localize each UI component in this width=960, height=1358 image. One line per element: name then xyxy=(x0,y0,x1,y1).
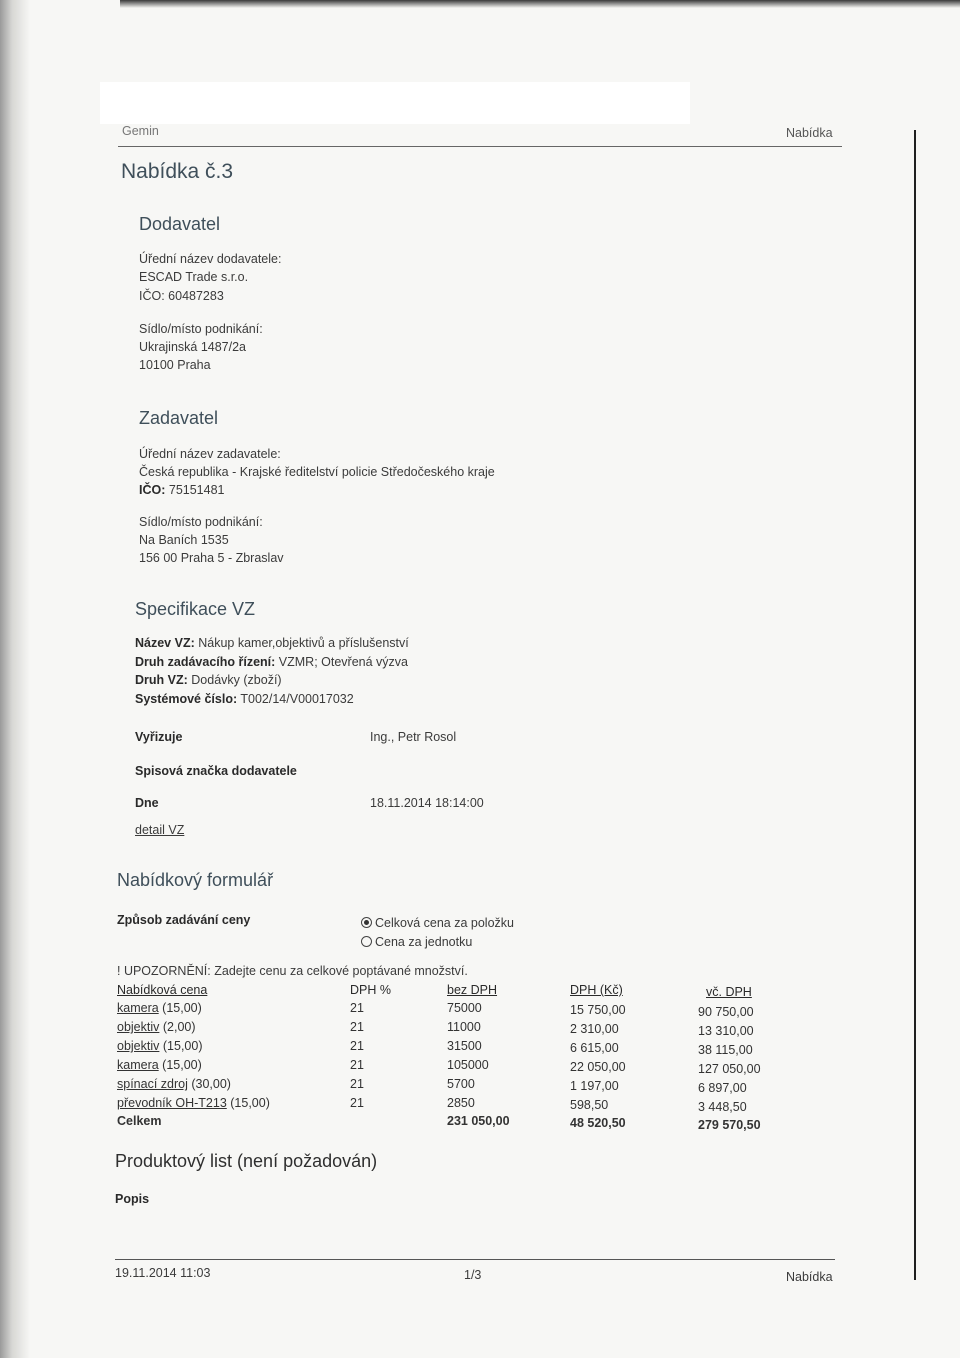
page-title: Nabídka č.3 xyxy=(121,160,234,183)
col-header-net: bez DPH xyxy=(447,983,498,997)
item-qty: (15,00) xyxy=(162,1039,203,1053)
cell-vat: 21 xyxy=(350,1020,364,1034)
zadavatel-city: 156 00 Praha 5 - Zbraslav xyxy=(139,551,284,565)
table-row-item xyxy=(117,1039,202,1053)
item-link[interactable]: kamera xyxy=(117,1001,159,1015)
detail-vz-link[interactable]: detail VZ xyxy=(135,823,185,837)
zadavatel-name-value: Česká republika - Krajské ředitelství policie Středočeského kraje xyxy=(139,465,495,479)
spec-row-label: Druh VZ: xyxy=(135,673,188,687)
footer-rule xyxy=(115,1259,835,1260)
item-link[interactable]: objektiv xyxy=(117,1039,160,1053)
table-row-item xyxy=(117,1077,231,1091)
total-label: Celkem xyxy=(117,1114,162,1128)
vyrizuje-label: Vyřizuje xyxy=(135,730,183,744)
col-header-item: Nabídková cena xyxy=(117,983,208,997)
cell-tax: 598,50 xyxy=(570,1098,609,1112)
cell-tax: 1 197,00 xyxy=(570,1079,619,1093)
dodavatel-city: 10100 Praha xyxy=(139,358,211,372)
cell-vat: 21 xyxy=(350,1001,364,1015)
dodavatel-seat-label: Sídlo/místo podnikání: xyxy=(139,322,263,336)
cell-tax: 6 615,00 xyxy=(570,1041,619,1055)
footer-page-number: 1/3 xyxy=(464,1268,482,1282)
table-row-item xyxy=(117,1058,202,1072)
dne-label: Dne xyxy=(135,796,159,810)
cell-gross: 38 115,00 xyxy=(698,1043,753,1057)
zadavatel-heading: Zadavatel xyxy=(139,408,219,428)
col-header-vat: DPH % xyxy=(350,983,391,997)
header-left: Gemin xyxy=(122,124,159,138)
spec-row-value: Dodávky (zboží) xyxy=(191,673,282,687)
item-qty: (15,00) xyxy=(162,1058,202,1072)
cell-gross: 127 050,00 xyxy=(698,1062,761,1076)
item-qty: (15,00) xyxy=(162,1001,202,1015)
cell-net: 11000 xyxy=(447,1020,481,1034)
pricing-label: Způsob zadávání ceny xyxy=(117,913,251,927)
cell-gross: 90 750,00 xyxy=(698,1005,754,1019)
spisova-label: Spisová značka dodavatele xyxy=(135,764,297,778)
spec-row-label: Název VZ: xyxy=(135,636,195,650)
pricing-option-unit[interactable] xyxy=(361,935,472,949)
cell-net: 75000 xyxy=(447,1001,482,1015)
table-row-item xyxy=(117,1020,196,1034)
col-header-tax: DPH (Kč) xyxy=(570,983,623,997)
cell-vat: 21 xyxy=(350,1058,364,1072)
spec-row-value: Nákup kamer,objektivů a příslušenství xyxy=(198,636,409,650)
dodavatel-ico: IČO: 60487283 xyxy=(139,289,224,303)
cell-tax: 22 050,00 xyxy=(570,1060,626,1074)
zadavatel-ico-value: 75151481 xyxy=(168,483,225,497)
cell-net: 105000 xyxy=(447,1058,489,1072)
dne-value: 18.11.2014 18:14:00 xyxy=(370,796,484,810)
cell-net: 5700 xyxy=(447,1077,475,1091)
spec-row xyxy=(135,692,354,706)
zadavatel-ico-label: IČO: xyxy=(139,483,166,497)
popis-label: Popis xyxy=(115,1192,150,1206)
total-tax: 48 520,50 xyxy=(570,1116,626,1130)
dodavatel-name-label: Úřední název dodavatele: xyxy=(139,252,282,266)
pricing-option-total[interactable] xyxy=(361,916,514,930)
spec-row-label: Druh zadávacího řízení: xyxy=(135,655,276,669)
scan-shadow xyxy=(120,0,960,8)
cell-vat: 21 xyxy=(350,1077,364,1091)
cell-gross: 6 897,00 xyxy=(698,1081,747,1095)
col-header-gross: vč. DPH xyxy=(706,985,752,999)
total-gross: 279 570,50 xyxy=(698,1118,761,1132)
right-margin-rule xyxy=(914,130,916,1280)
scanned-page-edge xyxy=(0,0,30,1358)
header-right: Nabídka xyxy=(786,126,833,140)
cell-tax: 15 750,00 xyxy=(570,1003,626,1017)
radio-selected-icon[interactable] xyxy=(361,917,372,928)
pricing-option-label: Celková cena za položku xyxy=(375,916,514,930)
cell-net: 31500 xyxy=(447,1039,482,1053)
item-link[interactable]: převodník OH-T213 xyxy=(117,1096,227,1110)
item-link[interactable]: kamera xyxy=(117,1058,159,1072)
table-row-item xyxy=(117,1001,202,1015)
specifikace-heading: Specifikace VZ xyxy=(135,599,256,619)
item-link[interactable]: spínací zdroj xyxy=(117,1077,188,1091)
zadavatel-name-label: Úřední název zadavatele: xyxy=(139,447,281,461)
formular-heading: Nabídkový formulář xyxy=(117,870,274,890)
pricing-option-label: Cena za jednotku xyxy=(375,935,473,949)
spec-row xyxy=(135,673,282,687)
cell-tax: 2 310,00 xyxy=(570,1022,619,1036)
radio-unselected-icon[interactable] xyxy=(361,936,372,947)
warning-text: ! UPOZORNĚNÍ: Zadejte cenu za celkové poptávané množství. xyxy=(117,964,468,978)
zadavatel-ico xyxy=(139,483,225,497)
header-rule xyxy=(118,146,842,147)
total-net: 231 050,00 xyxy=(447,1114,510,1128)
item-qty: (2,00) xyxy=(162,1020,196,1034)
dodavatel-heading: Dodavatel xyxy=(139,214,221,234)
spec-row xyxy=(135,636,409,650)
item-link[interactable]: objektiv xyxy=(117,1020,160,1034)
vyrizuje-value: Ing., Petr Rosol xyxy=(370,730,457,744)
produktovy-list-heading: Produktový list (není požadován) xyxy=(115,1151,378,1171)
spec-row-value: VZMR; Otevřená výzva xyxy=(278,655,408,669)
spec-row-label: Systémové číslo: xyxy=(135,692,238,706)
redaction-box xyxy=(100,82,690,124)
dodavatel-street: Ukrajinská 1487/2a xyxy=(139,340,247,354)
dodavatel-name-value: ESCAD Trade s.r.o. xyxy=(139,270,249,284)
footer-datetime: 19.11.2014 11:03 xyxy=(115,1266,211,1280)
item-qty: (30,00) xyxy=(191,1077,231,1091)
cell-vat: 21 xyxy=(350,1096,364,1110)
table-row-item xyxy=(117,1096,270,1110)
cell-gross: 3 448,50 xyxy=(698,1100,747,1114)
cell-vat: 21 xyxy=(350,1039,364,1053)
cell-gross: 13 310,00 xyxy=(698,1024,754,1038)
cell-net: 2850 xyxy=(447,1096,475,1110)
item-qty: (15,00) xyxy=(230,1096,270,1110)
spec-row-value: T002/14/V00017032 xyxy=(240,692,354,706)
zadavatel-seat-label: Sídlo/místo podnikání: xyxy=(139,515,263,529)
spec-row xyxy=(135,655,408,669)
footer-right: Nabídka xyxy=(786,1270,833,1284)
zadavatel-street: Na Baních 1535 xyxy=(139,533,229,547)
